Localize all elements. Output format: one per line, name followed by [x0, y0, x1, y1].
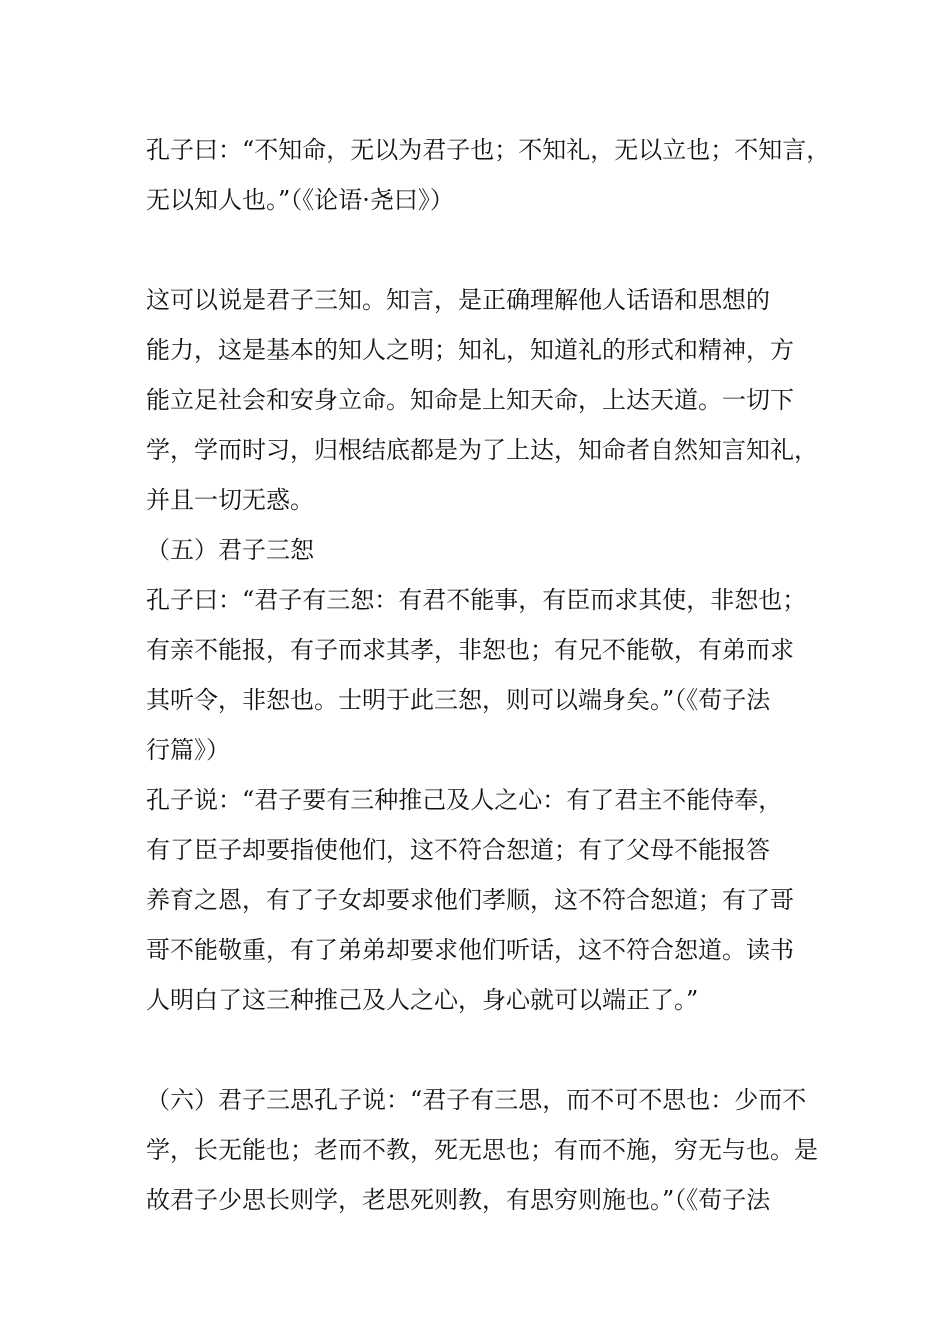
text-line: 人明白了这三种推己及人之心，身心就可以端正了。”: [146, 986, 699, 1014]
text-line: 有亲不能报，有子而求其孝，非恕也；有兄不能敬，有弟而求: [146, 636, 794, 664]
text-line: 能力，这是基本的知人之明；知礼，知道礼的形式和精神，方: [146, 336, 794, 364]
text-line: 行篇》）: [146, 736, 230, 764]
section-heading-five: [146, 525, 836, 575]
paragraph-commentary-three-knowings: [146, 275, 836, 525]
paragraph-three-forbearances-explanation: [146, 775, 836, 1025]
paragraph-confucius-three-knowings: [146, 125, 836, 225]
text-line: 并且一切无惑。: [146, 486, 314, 514]
text-line: 学，长无能也；老而不教，死无思也；有而不施，穷无与也。是: [146, 1136, 818, 1164]
text-line: 其听令，非恕也。士明于此三恕，则可以端身矣。”（《荀子法: [146, 686, 771, 714]
text-line: 哥不能敬重，有了弟弟却要求他们听话，这不符合恕道。读书: [146, 936, 794, 964]
text-line: 孔子说：“君子要有三种推己及人之心：有了君主不能侍奉，: [146, 786, 783, 814]
text-line: 这可以说是君子三知。知言，是正确理解他人话语和思想的: [146, 286, 770, 314]
text-line: 能立足社会和安身立命。知命是上知天命，上达天道。一切下: [146, 386, 794, 414]
text-line: 学，学而时习，归根结底都是为了上达，知命者自然知言知礼，: [146, 436, 818, 464]
text-line: （六）君子三思孔子说：“君子有三思，而不可不思也：少而不: [146, 1086, 807, 1114]
paragraph-three-forbearances-quote: [146, 575, 836, 775]
text-line: 故君子少思长则学，老思死则教，有思穷则施也。”（《荀子法: [146, 1186, 771, 1214]
section-heading: （五）君子三恕: [146, 536, 314, 564]
text-line: 无以知人也。”（《论语·尧曰》）: [146, 186, 454, 214]
text-line: 孔子曰：“君子有三恕：有君不能事，有臣而求其使，非恕也；: [146, 586, 807, 614]
text-line: 孔子曰：“不知命，无以为君子也；不知礼，无以立也；不知言，: [146, 136, 831, 164]
text-line: 有了臣子却要指使他们，这不符合恕道；有了父母不能报答: [146, 836, 770, 864]
paragraph-three-thoughts: [146, 1075, 836, 1225]
text-line: 养育之恩，有了子女却要求他们孝顺，这不符合恕道；有了哥: [146, 886, 794, 914]
